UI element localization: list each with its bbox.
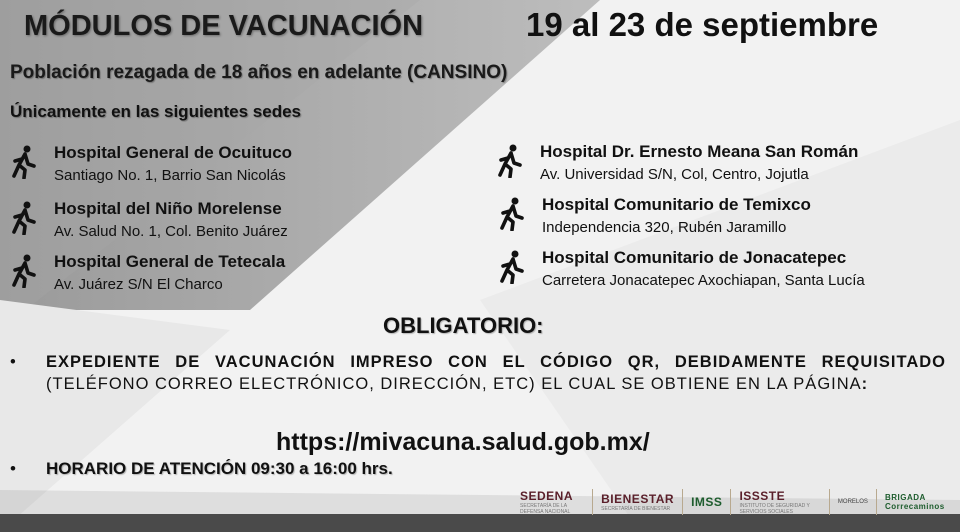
logo-subtext: SECRETARÍA DE LA DEFENSA NACIONAL (520, 503, 571, 515)
logo-subtext: INSTITUTO DE SEGURIDAD Y SERVICIOS SOCIALES (739, 503, 810, 515)
footer-bar (0, 514, 960, 532)
page-title: MÓDULOS DE VACUNACIÓN (24, 10, 424, 42)
target-population: Población rezagada de 18 años en adelante (CANSINO) (10, 62, 508, 83)
logo-text: MORELOS (837, 499, 868, 505)
site-address: Av. Salud No. 1, Col. Benito Juárez (54, 223, 288, 240)
site-address: Av. Universidad S/N, Col, Centro, Jojutla (540, 166, 809, 183)
issste-logo (731, 489, 829, 515)
logo-subtext: SECRETARÍA DE BIENESTAR (601, 506, 671, 512)
sites-heading: Únicamente en las siguientes sedes (10, 102, 302, 121)
requirement-item (10, 351, 946, 395)
site-name: Hospital Comunitario de Temixco (542, 195, 811, 214)
site-address: Independencia 320, Rubén Jaramillo (542, 219, 787, 236)
institution-logos (512, 488, 960, 516)
site-address: Santiago No. 1, Barrio San Nicolás (54, 167, 286, 184)
logo-text: BRIGADA Correcaminos (884, 493, 945, 511)
walking-person-icon (496, 250, 526, 284)
hours-item (10, 459, 393, 479)
vaccine-registration-link[interactable]: https://mivacuna.salud.gob.mx/ (276, 428, 650, 456)
walking-person-icon (496, 197, 526, 231)
bienestar-logo (593, 489, 683, 515)
requirements-heading: OBLIGATORIO: (383, 313, 544, 338)
morelos-logo (830, 489, 877, 515)
walking-person-icon (494, 144, 524, 178)
brigada-correcaminos-logo (877, 489, 960, 515)
logo-text: IMSS (691, 495, 723, 509)
logo-text: BIENESTAR (601, 492, 675, 506)
opening-hours: HORARIO DE ATENCIÓN 09:30 a 16:00 hrs. (46, 459, 393, 478)
logo-text: ISSSTE (739, 489, 786, 503)
requirement-colon: : (861, 375, 869, 393)
imss-logo (683, 489, 731, 515)
walking-person-icon (8, 145, 38, 179)
site-name: Hospital General de Ocuituco (54, 143, 293, 162)
walking-person-icon (8, 201, 38, 235)
site-name: Hospital del Niño Morelense (54, 199, 282, 218)
logo-text: SEDENA (520, 489, 574, 503)
requirement-detail-text: (TELÉFONO CORREO ELECTRÓNICO, DIRECCIÓN, ETC) EL CUAL SE OBTIENE EN LA PÁGINA (46, 375, 862, 393)
requirement-bold-text: EXPEDIENTE DE VACUNACIÓN IMPRESO CON EL CÓDIGO QR, DEBIDAMENTE REQUISITADO (46, 353, 946, 371)
sedena-logo (512, 489, 593, 515)
bullet: • (10, 459, 16, 478)
site-name: Hospital General de Tetecala (54, 252, 286, 271)
walking-person-icon (8, 254, 38, 288)
site-name: Hospital Dr. Ernesto Meana San Román (540, 142, 859, 161)
site-name: Hospital Comunitario de Jonacatepec (542, 248, 847, 267)
bullet: • (10, 353, 16, 371)
site-address: Av. Juárez S/N El Charco (54, 276, 223, 293)
date-range: 19 al 23 de septiembre (526, 6, 879, 43)
site-address: Carretera Jonacatepec Axochiapan, Santa Lucía (542, 272, 865, 289)
